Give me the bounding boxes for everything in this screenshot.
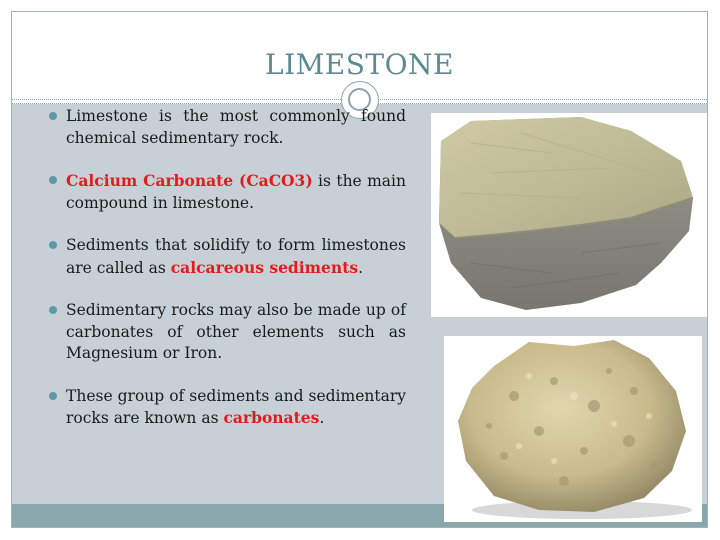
highlight-text: calcareous sediments	[170, 257, 359, 277]
bullet-text: .	[358, 258, 364, 277]
slide-frame	[11, 11, 708, 528]
bullet-text: Limestone is the most commonly found chemical sedimentary rock.	[66, 107, 406, 147]
slide-title: LIMESTONE	[264, 48, 454, 81]
bullet-text: .	[319, 409, 325, 427]
bullet-text: Sediments that solidify to form limestones are called as	[66, 236, 406, 277]
bullet-text: Sedimentary rocks may also be made up of carbonates of other elements such as Magnesium or Iron.	[66, 301, 406, 362]
bullet-text: These group of sediments and sedimentary rocks are known as	[66, 386, 406, 427]
highlight-text: Calcium Carbonate (CaCO3)	[66, 171, 313, 190]
highlight-text: carbonates	[223, 408, 320, 427]
bullet-text: is the main compound in limestone.	[66, 172, 406, 212]
